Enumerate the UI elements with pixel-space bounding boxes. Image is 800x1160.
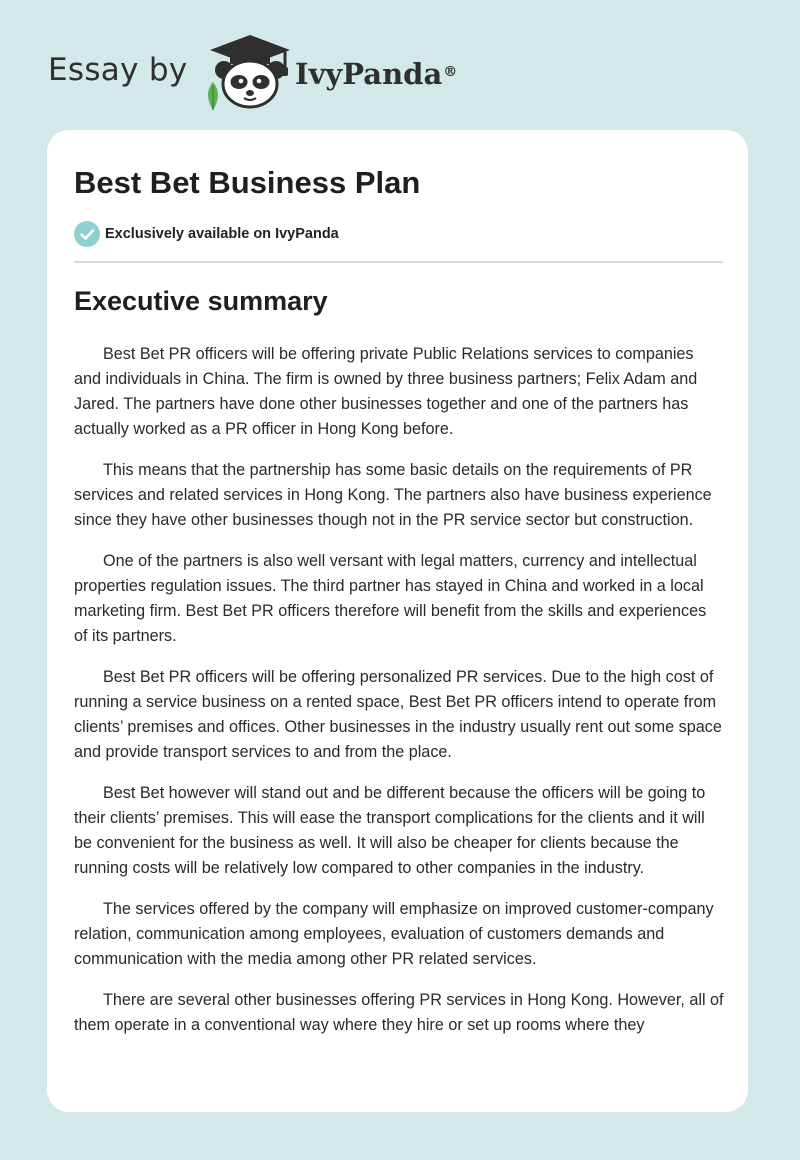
brand-name-text: IvyPanda	[295, 57, 443, 91]
exclusive-badge	[74, 221, 339, 247]
title-divider	[74, 261, 723, 263]
check-circle-icon	[74, 221, 100, 247]
paragraph: There are several other businesses offering PR services in Hong Kong. However, all of them operate in a conventional way where they hire or set up rooms where they	[74, 991, 724, 1034]
paragraph: Best Bet PR officers will be offering private Public Relations services to companies and individuals in China. The firm is owned by three business partners; Felix Adam and Jared. The partners have done other businesses together and one of the partners has actually worked as a PR officer in Hong Kong before.	[74, 345, 698, 438]
essay-body	[74, 342, 724, 1102]
registered-mark: ®	[443, 64, 458, 80]
paragraph: Best Bet however will stand out and be different because the officers will be going to their clients’ premises. This will ease the transport complications for the clients and it will be convenient for the business as well. It will also be cheaper for clients because the running costs will be relatively low compared to other companies in the industry.	[74, 784, 706, 877]
ivypanda-brand	[295, 54, 457, 94]
paragraph: This means that the partnership has some basic details on the requirements of PR services and related services in Hong Kong. The partners also have business experience since they have other businesses though not in the PR service sector but construction.	[74, 461, 712, 529]
page-title: Best Bet Business Plan	[74, 165, 421, 200]
essay-by-label: Essay by	[48, 52, 188, 88]
section-heading: Executive summary	[74, 286, 328, 316]
paragraph: One of the partners is also well versant with legal matters, currency and intellectual properties regulation issues. The third partner has stayed in China and worked in a local marketing firm. Best Bet PR officers therefore will benefit from the skills and experiences of its partners.	[74, 552, 707, 645]
exclusive-badge-text: Exclusively available on IvyPanda	[105, 226, 339, 242]
panda-graduate-logo-icon[interactable]	[200, 34, 300, 110]
site-header	[0, 0, 800, 120]
essay-card	[47, 130, 748, 1112]
panda-logo-svg	[200, 34, 300, 110]
paragraph: The services offered by the company will emphasize on improved customer-company relation, communication among employees, evaluation of customers demands and communication with the media among other PR related services.	[74, 900, 714, 968]
paragraph: Best Bet PR officers will be offering personalized PR services. Due to the high cost of running a service business on a rented space, Best Bet PR officers intend to operate from clients’ premises and offices. Other businesses in the industry usually rent out some space and provide transport services to and from the place.	[74, 668, 722, 761]
